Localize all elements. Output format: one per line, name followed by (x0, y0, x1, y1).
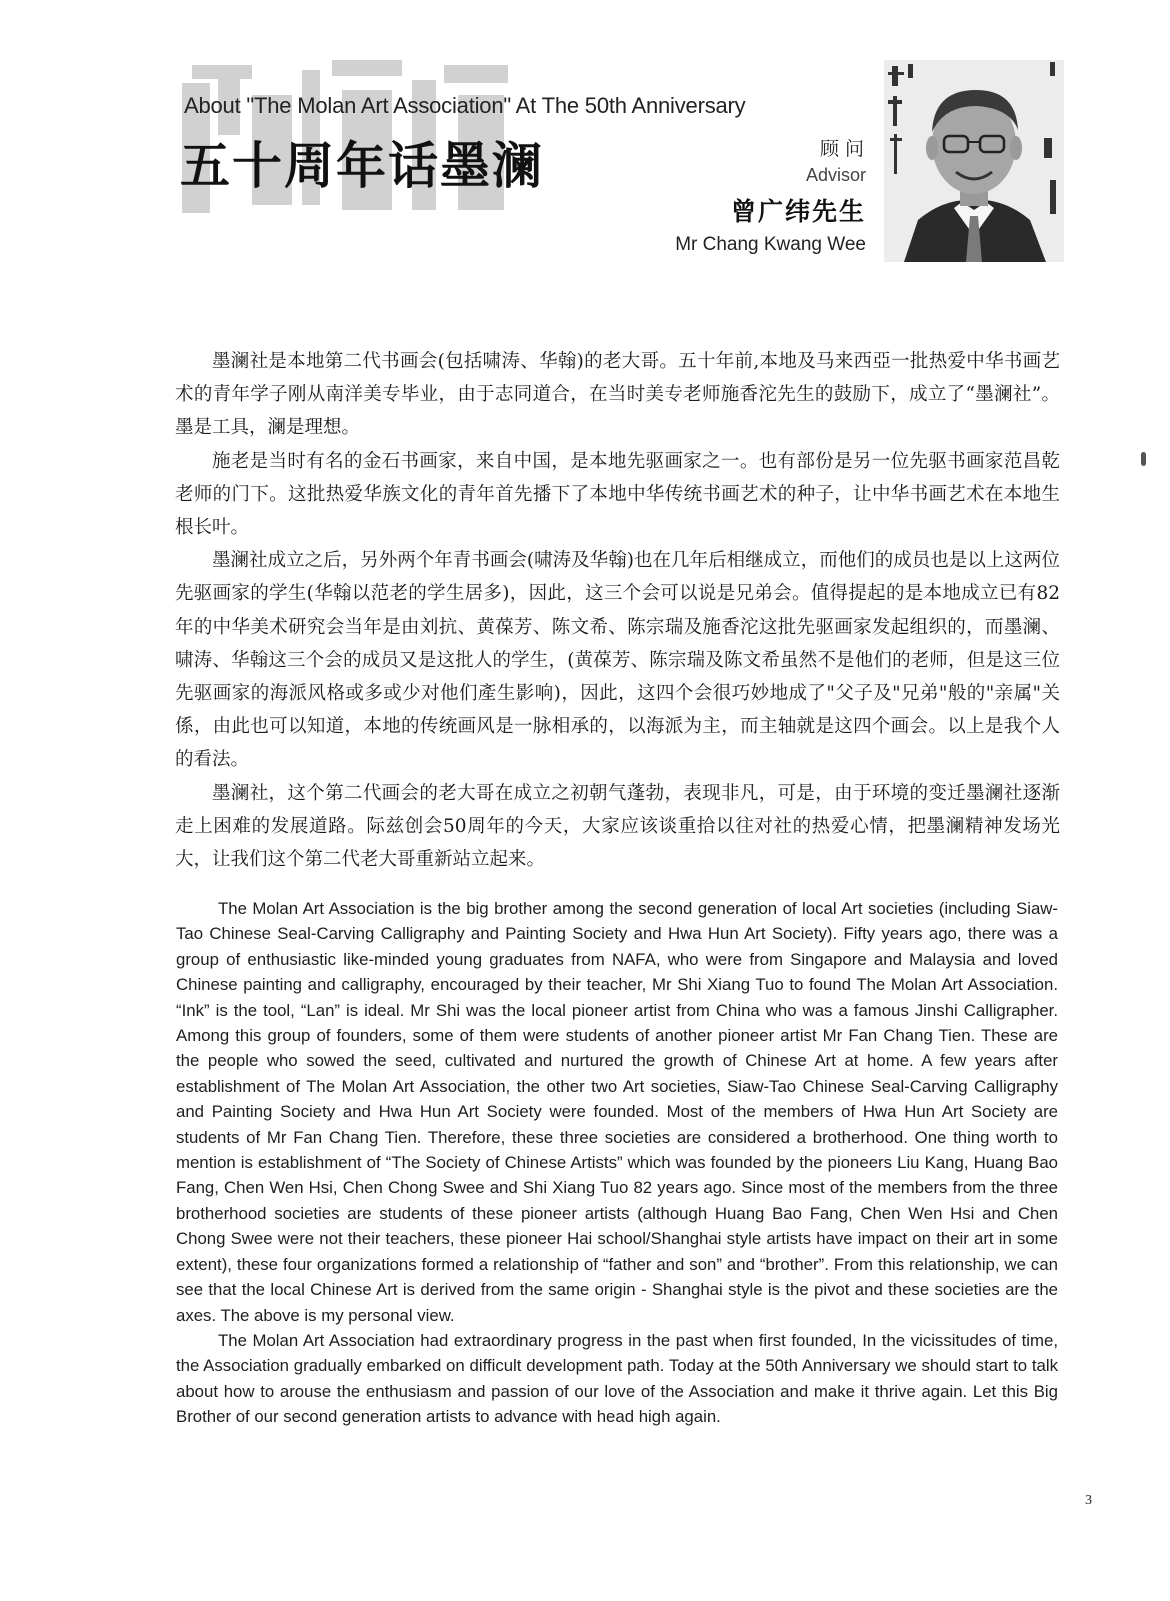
chinese-article (175, 345, 1060, 876)
chinese-paragraph: 墨澜社，这个第二代画会的老大哥在成立之初朝气蓬勃，表现非凡，可是，由于环境的变迁墨澜社逐渐走上困难的发展道路。际兹创会50周年的今天，大家应该谈重拾以往对社的热爱心情，把墨澜精神发场光大，让我们这个第二代老大哥重新站立起来。 (175, 782, 1060, 871)
advisor-block (675, 134, 870, 256)
page-number: 3 (1085, 1493, 1092, 1508)
title-chinese: 五十周年话墨澜 (180, 137, 544, 195)
chinese-paragraph: 墨澜社是本地第二代书画会(包括啸涛、华翰)的老大哥。五十年前,本地及马来西亞一批热爱中华书画艺术的青年学子刚从南洋美专毕业，由于志同道合，在当时美专老师施香沱先生的鼓励下，成立了“墨澜社”。墨是工具，澜是理想。 (175, 351, 1060, 439)
chinese-paragraph: 墨澜社成立之后，另外两个年青书画会(啸涛及华翰)也在几年后相继成立，而他们的成员也是以上这两位先驱画家的学生(华翰以范老的学生居多)，因此，这三个会可以说是兄弟会。值得提起的是本地成立已有82年的中华美术研究会当年是由刘抗、黄葆芳、陈文希、陈宗瑞及施香沱这批先驱画家发起组织的，而墨澜、啸涛、华翰这三个会的成员又是这批人的学生，(黄葆芳、陈宗瑞及陈文希虽然不是他们的老师，但是这三位先驱画家的海派风格或多或少对他们產生影响)，因此，这四个会很巧妙地成了"父子及"兄弟"般的"亲属"关係，由此也可以知道，本地的传统画风是一脉相承的，以海派为主，而主轴就是这四个画会。以上是我个人的看法。 (175, 550, 1060, 771)
english-paragraph: The Molan Art Association had extraordinary progress in the past when first founded, In the vicissitudes of time, the Association gradually embarked on difficult development path. Today at the 50th Anniversary we should start to talk about how to arouse the enthusiasm and passion of our love of the Association and make it thrive again. Let this Big Brother of our second generation artists to advance with head high again. (176, 1330, 1058, 1427)
role-chinese: 顾问 (819, 138, 870, 160)
role-english: Advisor (805, 165, 866, 185)
edge-mark (1141, 452, 1146, 466)
chinese-paragraph: 施老是当时有名的金石书画家，来自中国，是本地先驱画家之一。也有部份是另一位先驱书画家范昌乾老师的门下。这批热爱华族文化的青年首先播下了本地中华传统书画艺术的种子，让中华书画艺术在本地生根长叶。 (175, 450, 1060, 539)
title-english: About "The Molan Art Association" At The 50th Anniversary (184, 93, 746, 118)
name-chinese: 曾广纬先生 (730, 197, 866, 226)
english-article (176, 896, 1058, 1430)
advisor-portrait-photo (884, 60, 1064, 262)
name-english: Mr Chang Kwang Wee (675, 234, 866, 255)
english-paragraph: The Molan Art Association is the big brother among the second generation of local Art societies (including Siaw-Tao Chinese Seal-Carving Calligraphy and Painting Society and Hwa Hun Art Society). Fifty years ago, there was a group of enthusiastic like-minded young graduates from NAFA, who were from Singapore and Malaysia and loved Chinese painting and calligraphy, encouraged by their teacher, Mr Shi Xiang Tuo to found The Molan Art Association. “Ink” is the tool, “Lan” is ideal. Mr Shi was the local pioneer artist from China who was a famous Jinshi Calligrapher. Among this group of founders, some of them were students of another pioneer artist Mr Fan Chang Tien. These are the people who sowed the seed, cultivated and nurtured the growth of Chinese Art at home. A few years after establishment of The Molan Art Association, the other two Art societies, Siaw-Tao Chinese Seal-Carving Calligraphy and Painting Society and Hwa Hun Art Society were founded. Most of the members of Hwa Hun Art Society are students of Mr Fan Chang Tien. Therefore, these three societies are considered a brotherhood. One thing worth to mention is establishment of “The Society of Chinese Artists” which was founded by the pioneers Liu Kang, Huang Bao Fang, Chen Wen Hsi, Chen Chong Swee and Shi Xiang Tuo 82 years ago. Since most of the members from the three brotherhood societies are students of these pioneer artists (although Huang Bao Fang, Chen Wen Hsi and Chen Chong Swee were not their teachers, these pioneer Hai school/Shanghai style artists have impact on their art in some extent), these four organizations formed a relationship of “father and son” and “brother”. From this relationship, we can see that the local Chinese Art is derived from the same origin - Shanghai style is the pivot and these societies are the axes. The above is my personal view. (176, 899, 1058, 1325)
